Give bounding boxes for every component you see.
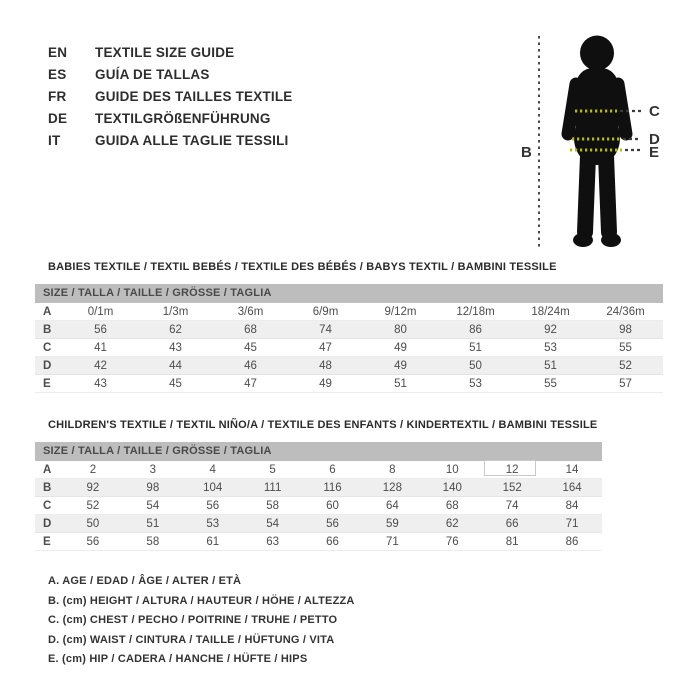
chest-label: C — [649, 103, 660, 120]
table-row-chest: C 52 54 56 58 60 64 68 74 84 — [35, 497, 602, 515]
children-size-table — [35, 442, 602, 551]
language-title: TEXTILE SIZE GUIDE — [95, 45, 235, 60]
legend-line-age: A. AGE / EDAD / ÂGE / ALTER / ETÀ — [48, 575, 242, 587]
babies-table-title: BABIES TEXTILE / TEXTIL BEBÉS / TEXTILE DES BÉBÉS / BABYS TEXTIL / BAMBINI TESSILE — [48, 261, 557, 273]
table-row-waist: D 42 44 46 48 49 50 51 52 — [35, 357, 663, 375]
waist-label: D — [649, 131, 660, 148]
language-code: ES — [48, 67, 67, 82]
table-row-height: B 56 62 68 74 80 86 92 98 — [35, 321, 663, 339]
table-row-chest: C 41 43 45 47 49 51 53 55 — [35, 339, 663, 357]
hip-label: E — [649, 144, 660, 161]
children-table-header: SIZE / TALLA / TAILLE / GRÖSSE / TAGLIA — [35, 442, 602, 461]
language-title: GUIDA ALLE TAGLIE TESSILI — [95, 133, 289, 148]
table-row-waist: D 50 51 53 54 56 59 62 66 71 — [35, 515, 602, 533]
table-row-age: A 0/1m 1/3m 3/6m 6/9m 9/12m 12/18m 18/24m 24/36m — [35, 303, 663, 321]
child-silhouette — [568, 36, 626, 248]
table-row-age: A 2 3 4 5 6 8 10 12 14 — [35, 461, 602, 479]
legend-line-height: B. (cm) HEIGHT / ALTURA / HAUTEUR / HÖHE / ALTEZZA — [48, 594, 355, 607]
babies-table-header: SIZE / TALLA / TAILLE / GRÖSSE / TAGLIA — [35, 284, 663, 303]
language-row — [48, 86, 293, 108]
language-code: FR — [48, 89, 67, 104]
babies-size-table — [35, 284, 663, 393]
language-row — [48, 108, 293, 130]
legend-line-waist: D. (cm) WAIST / CINTURA / TAILLE / HÜFTUNG / VITA — [48, 633, 335, 646]
measurement-legend — [48, 572, 355, 670]
legend-line-hip: E. (cm) HIP / CADERA / HANCHE / HÜFTE / HIPS — [48, 653, 308, 665]
language-code: EN — [48, 45, 68, 60]
language-row — [48, 130, 293, 152]
table-row-hip: E 56 58 61 63 66 71 76 81 86 — [35, 533, 602, 551]
height-label: B — [521, 144, 532, 161]
language-title: GUIDE DES TAILLES TEXTILE — [95, 89, 293, 104]
language-row — [48, 42, 293, 64]
child-silhouette-figure — [490, 18, 690, 263]
measurement-figure — [490, 18, 690, 263]
language-code: IT — [48, 133, 61, 148]
language-row — [48, 64, 293, 86]
children-table-title: CHILDREN'S TEXTILE / TEXTIL NIÑO/A / TEXTILE DES ENFANTS / KINDERTEXTIL / BAMBINI TESSILE — [48, 419, 598, 431]
table-row-hip: E 43 45 47 49 51 53 55 57 — [35, 375, 663, 393]
highlighted-size-cell: 12 — [482, 464, 542, 476]
language-code: DE — [48, 111, 68, 126]
language-title-list — [48, 42, 293, 152]
table-row-height: B 92 98 104 111 116 128 140 152 164 — [35, 479, 602, 497]
language-title: GUÍA DE TALLAS — [95, 67, 210, 82]
language-title: TEXTILGRÖßENFÜHRUNG — [95, 111, 271, 126]
legend-line-chest: C. (cm) CHEST / PECHO / POITRINE / TRUHE / PETTO — [48, 614, 338, 626]
